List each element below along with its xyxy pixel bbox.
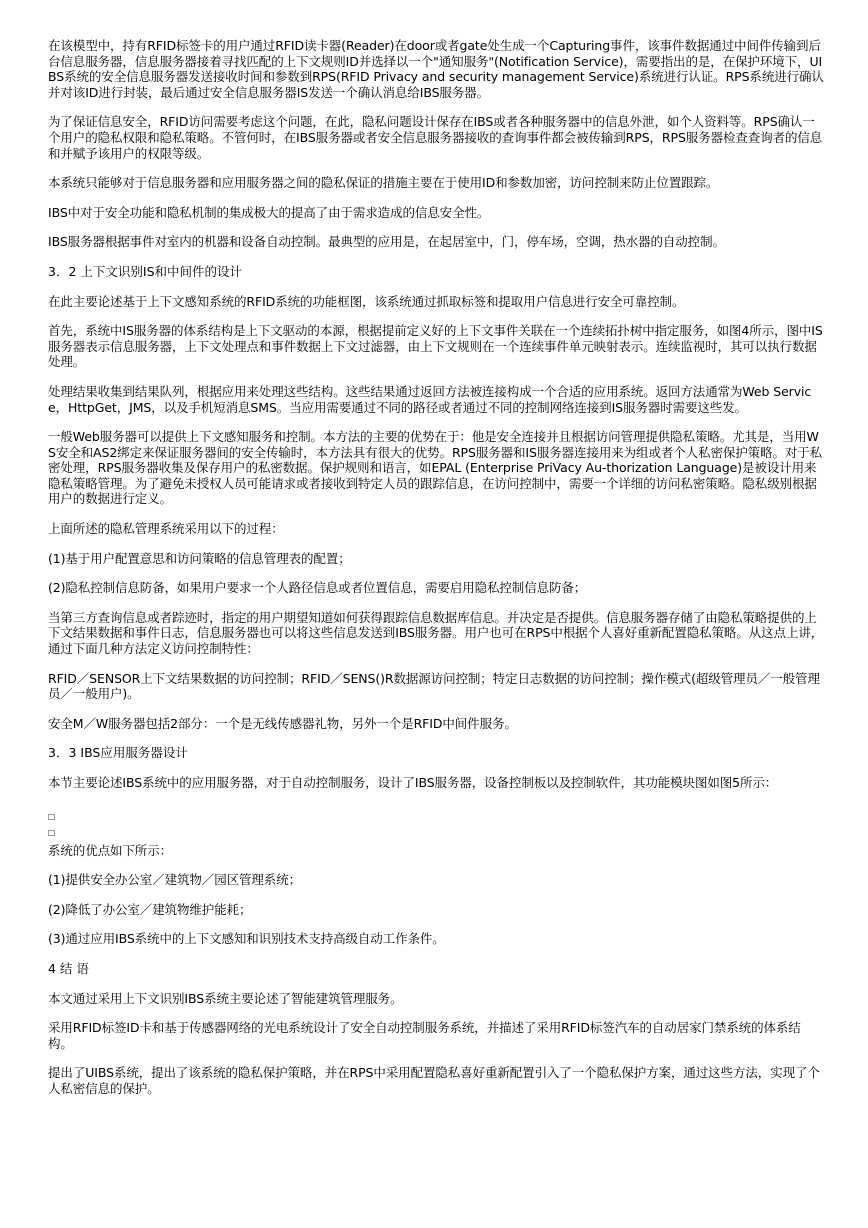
paragraph: 处理结果收集到结果队列，根据应用来处理这些结构。这些结果通过返回方法被连接构成一个合适的应用系统。返回方法通常为Web Service，HttpGet，JMS，以及手机短消息SMS。当应用需要通过不同的路径或者通过不同的控制网络连接到IS服务器时需要这些发。 [48,383,812,415]
paragraph: 系统的优点如下所示： [48,842,173,858]
paragraph: 上面所述的隐私管理系统采用以下的过程： [48,521,284,537]
section-heading: 4 结 语 [48,960,89,976]
paragraph: 首先，系统中IS服务器的体系结构是上下文驱动的本源，根据提前定义好的上下文事件关联在一个连续拓扑树中指定服务，如图4所示，图中IS服务器表示信息服务器，上下文处理点和事件数据上下文过滤器，由上下文规则在一个连续事件单元映射表示。连续监视时，其可以执行数据处理。 [48,323,823,370]
paragraph: 采用RFID标签ID卡和基于传感器网络的光电系统设计了安全自动控制服务系统，并描述了采用RFID标签汽车的自动居家门禁系统的体系结构。 [48,1020,801,1051]
list-item: (1)基于用户配置意思和访问策略的信息管理表的配置； [48,550,351,566]
figure-placeholder [48,805,824,817]
paragraph: 一般Web服务器可以提供上下文感知服务和控制。本方法的主要的优势在于：他是安全连接并且根据访问管理提供隐私策略。尤其是，当用WS安全和AS2绑定来保证服务器间的安全传输时，本方法具有很大的优势。RPS服务器和IS服务器连接用来为组或者个人私密保护策略。对于私密处理，RPS服务器收集及保存用户的私密数据。保护规则和语言，如EPAL (Enterprise PriVacy Au-thorization Language)是被设计用来隐私策略管理。为了避免未授权人员可能请求或者接收到特定人员的跟踪信息，在访问控制中，需要一个详细的访问私密策略。隐私级别根据用户的数据进行定义。 [48,429,823,507]
document-page [48,38,824,1111]
list-item: (2)降低了办公室／建筑物维护能耗； [48,901,252,917]
paragraph: 为了保证信息安全，RFID访问需要考虑这个问题，在此，隐私问题设计保存在IBS或者各种服务器中的信息外泄，如个人资料等。RPS确认一个用户的隐私权限和隐私策略。不管何时，在IBS服务器或者安全信息服务器接收的查询事件都会被传输到RPS，RPS服务器检查查询者的信息和并赋予该用户的权限等级。 [48,114,823,161]
paragraph: 安全M／W服务器包括2部分：一个是无线传感器礼物，另外一个是RFID中间件服务。 [48,715,517,731]
list-item: (3)通过应用IBS系统中的上下文感知和识别技术支持高级自动工作条件。 [48,931,445,947]
broken-image-icon [48,830,55,836]
section-heading: 3．3 IBS应用服务器设计 [48,745,188,761]
paragraph: IBS服务器根据事件对室内的机器和设备自动控制。最典型的应用是，在起居室中，门，停车场，空调，热水器的自动控制。 [48,234,725,250]
paragraph: 本节主要论述IBS系统中的应用服务器，对于自动控制服务，设计了IBS服务器，设备控制板以及控制软件，其功能模块图如图5所示： [48,775,778,790]
paragraph: 提出了UIBS系统，提出了该系统的隐私保护策略，并在RPS中采用配置隐私喜好重新配置引入了一个隐私保护方案，通过这些方法，实现了个人私密信息的保护。 [48,1065,820,1096]
paragraph: 本文通过采用上下文识别IBS系统主要论述了智能建筑管理服务。 [48,990,403,1006]
list-item: (2)隐私控制信息防备，如果用户要求一个人路径信息或者位置信息，需要启用隐私控制信息防备； [48,580,587,596]
paragraph: 在该模型中，持有RFID标签卡的用户通过RFID读卡器(Reader)在door或者gate处生成一个Capturing事件，该事件数据通过中间件传输到后台信息服务器，信息服务器接着寻找匹配的上下文规则ID并选择以一个"通知服务"(Notification Service)，需要指出的是，在保护环境下，UIBS系统的安全信息服务器发送接收时间和参数到RPS(RFID Privacy and security management Service)系统进行认证。RPS系统进行确认并对该ID进行封装，最后通过安全信息服务器IS发送一个确认消息给IBS服务器。 [48,38,824,100]
paragraph: 当第三方查询信息或者踪迹时，指定的用户期望知道如何获得跟踪信息数据库信息。并决定是否提供。信息服务器存储了由隐私策略提供的上下文结果数据和事件日志，信息服务器也可以将这些信息发送到IBS服务器。用户也可在RPS中根据个人喜好重新配置隐私策略。从这点上讲，通过下面几种方法定义访问控制特性： [48,609,824,657]
figure-placeholder [48,821,824,833]
section-heading: 3．2 上下文识别IS和中间件的设计 [48,263,243,279]
paragraph: RFID／SENSOR上下文结果数据的访问控制；RFID／SENS()R数据源访问控制；特定日志数据的访问控制；操作模式(超级管理员／一般管理员／一般用户)。 [48,670,820,702]
paragraph: IBS中对于安全功能和隐私机制的集成极大的提高了由于需求造成的信息安全性。 [48,204,490,220]
broken-image-icon [48,814,55,820]
paragraph: 本系统只能够对于信息服务器和应用服务器之间的隐私保证的措施主要在于使用ID和参数加密，访问控制来防止位置跟踪。 [48,175,719,191]
paragraph: 在此主要论述基于上下文感知系统的RFID系统的功能框图，该系统通过抓取标签和提取用户信息进行安全可靠控制。 [48,293,685,309]
list-item: (1)提供安全办公室／建筑物／园区管理系统； [48,872,302,888]
